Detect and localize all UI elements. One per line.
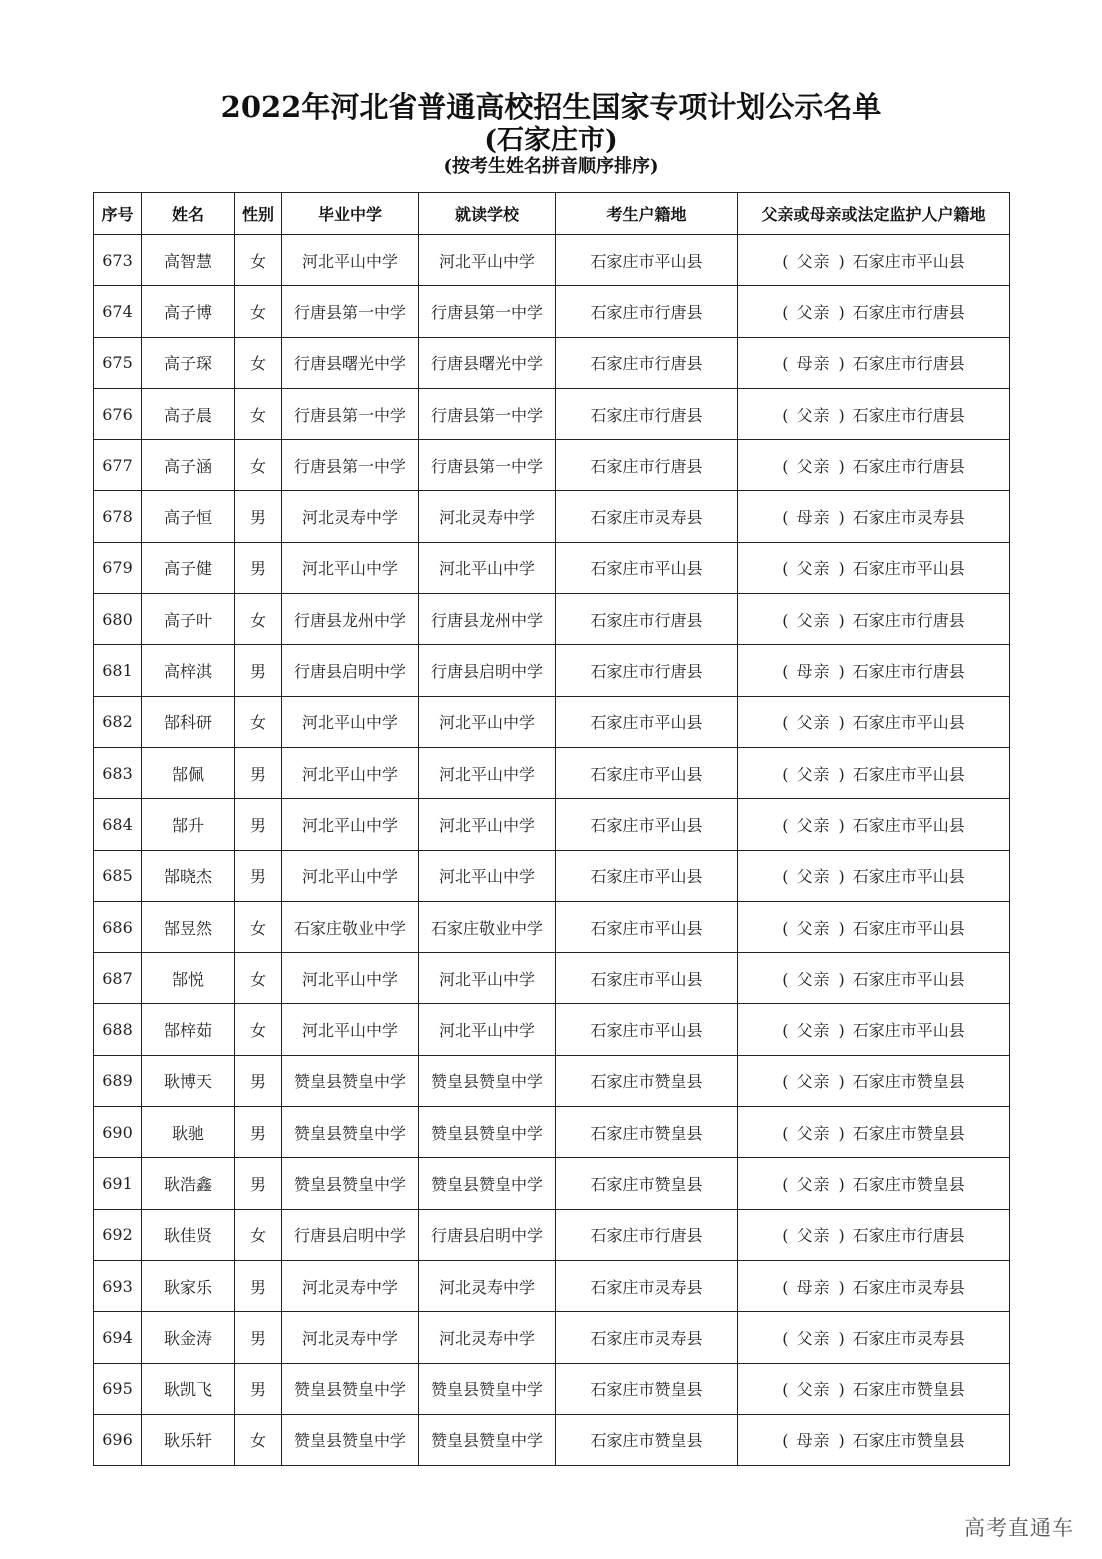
guardian-residence: 石家庄市灵寿县 [852, 1277, 965, 1297]
guardian-residence-cell: ( 父亲 ) 石家庄市平山县 [738, 542, 1010, 593]
residence-cell: 石家庄市行唐县 [556, 645, 738, 696]
table-row [94, 799, 1010, 850]
guardian-residence-cell: ( 父亲 ) 石家庄市平山县 [738, 1004, 1010, 1055]
grad-school-cell: 行唐县第一中学 [282, 440, 419, 491]
table-row [94, 1363, 1010, 1414]
gender-cell: 女 [235, 1209, 282, 1260]
guardian-residence: 石家庄市平山县 [852, 969, 965, 989]
table-row [94, 1414, 1010, 1465]
residence-cell: 石家庄市赞皇县 [556, 1107, 738, 1158]
guardian-residence: 石家庄市行唐县 [852, 302, 965, 322]
gender-cell: 男 [235, 1312, 282, 1363]
gender-cell: 女 [235, 696, 282, 747]
residence-cell: 石家庄市平山县 [556, 901, 738, 952]
current-school-cell: 赞皇县赞皇中学 [419, 1158, 556, 1209]
current-school-cell: 河北灵寿中学 [419, 1312, 556, 1363]
guardian-residence: 石家庄市平山县 [852, 251, 965, 271]
current-school-cell: 赞皇县赞皇中学 [419, 1414, 556, 1465]
column-header-residence: 考生户籍地 [556, 193, 738, 235]
gender-cell: 男 [235, 645, 282, 696]
table-row [94, 235, 1010, 286]
student-name-cell: 高子恒 [142, 491, 235, 542]
gender-cell: 女 [235, 286, 282, 337]
grad-school-cell: 河北灵寿中学 [282, 1260, 419, 1311]
guardian-residence-cell: ( 父亲 ) 石家庄市灵寿县 [738, 1312, 1010, 1363]
gender-cell: 女 [235, 901, 282, 952]
row-number-cell: 693 [94, 1260, 142, 1311]
city-subtitle: (石家庄市) [484, 125, 618, 156]
residence-cell: 石家庄市行唐县 [556, 1209, 738, 1260]
table-row [94, 850, 1010, 901]
row-number-cell: 688 [94, 1004, 142, 1055]
current-school-cell: 石家庄敬业中学 [419, 901, 556, 952]
guardian-residence-cell: ( 母亲 ) 石家庄市灵寿县 [738, 1260, 1010, 1311]
guardian-residence: 石家庄市行唐县 [852, 610, 965, 630]
student-name-cell: 高智慧 [142, 235, 235, 286]
student-name-cell: 郜梓茹 [142, 1004, 235, 1055]
residence-cell: 石家庄市平山县 [556, 747, 738, 798]
table-row [94, 337, 1010, 388]
current-school-cell: 河北平山中学 [419, 542, 556, 593]
current-school-cell: 行唐县启明中学 [419, 1209, 556, 1260]
row-number-cell: 681 [94, 645, 142, 696]
grad-school-cell: 行唐县第一中学 [282, 388, 419, 439]
gender-cell: 男 [235, 542, 282, 593]
guardian-relation: 父亲 [796, 918, 831, 938]
student-name-cell: 高子涵 [142, 440, 235, 491]
grad-school-cell: 行唐县曙光中学 [282, 337, 419, 388]
row-number-cell: 683 [94, 747, 142, 798]
guardian-relation: 父亲 [796, 456, 831, 476]
column-header-name: 姓名 [142, 193, 235, 235]
guardian-residence-cell: ( 母亲 ) 石家庄市灵寿县 [738, 491, 1010, 542]
student-name-cell: 郜悦 [142, 953, 235, 1004]
guardian-relation: 父亲 [796, 1328, 831, 1348]
guardian-relation: 父亲 [796, 1123, 831, 1143]
table-row [94, 286, 1010, 337]
gender-cell: 女 [235, 388, 282, 439]
row-number-cell: 686 [94, 901, 142, 952]
grad-school-cell: 河北平山中学 [282, 799, 419, 850]
student-name-cell: 高子琛 [142, 337, 235, 388]
guardian-relation: 父亲 [796, 1072, 831, 1092]
guardian-residence-cell: ( 母亲 ) 石家庄市行唐县 [738, 337, 1010, 388]
guardian-residence-cell: ( 父亲 ) 石家庄市行唐县 [738, 1209, 1010, 1260]
residence-cell: 石家庄市灵寿县 [556, 1260, 738, 1311]
row-number-cell: 692 [94, 1209, 142, 1260]
table-row [94, 1107, 1010, 1158]
residence-cell: 石家庄市行唐县 [556, 337, 738, 388]
sort-note: (按考生姓名拼音顺序排序) [443, 156, 659, 177]
row-number-cell: 674 [94, 286, 142, 337]
gender-cell: 男 [235, 1158, 282, 1209]
table-row [94, 1004, 1010, 1055]
table-row [94, 1260, 1010, 1311]
guardian-relation: 父亲 [796, 815, 831, 835]
residence-cell: 石家庄市行唐县 [556, 440, 738, 491]
table-row [94, 491, 1010, 542]
guardian-residence-cell: ( 父亲 ) 石家庄市平山县 [738, 235, 1010, 286]
guardian-relation: 母亲 [796, 508, 831, 528]
guardian-residence: 石家庄市赞皇县 [852, 1174, 965, 1194]
guardian-relation: 父亲 [796, 969, 831, 989]
student-name-cell: 郜科研 [142, 696, 235, 747]
grad-school-cell: 行唐县第一中学 [282, 286, 419, 337]
student-name-cell: 高子叶 [142, 594, 235, 645]
guardian-residence-cell: ( 父亲 ) 石家庄市赞皇县 [738, 1158, 1010, 1209]
column-header-guardian-residence: 父亲或母亲或法定监护人户籍地 [738, 193, 1010, 235]
grad-school-cell: 河北平山中学 [282, 235, 419, 286]
grad-school-cell: 赞皇县赞皇中学 [282, 1158, 419, 1209]
column-header-gender: 性别 [235, 193, 282, 235]
grad-school-cell: 河北灵寿中学 [282, 491, 419, 542]
watermark: 高考直通车 [964, 1516, 1074, 1540]
grad-school-cell: 石家庄敬业中学 [282, 901, 419, 952]
guardian-relation: 母亲 [796, 662, 831, 682]
grad-school-cell: 河北灵寿中学 [282, 1312, 419, 1363]
gender-cell: 男 [235, 1260, 282, 1311]
grad-school-cell: 赞皇县赞皇中学 [282, 1107, 419, 1158]
row-number-cell: 691 [94, 1158, 142, 1209]
current-school-cell: 河北平山中学 [419, 747, 556, 798]
current-school-cell: 行唐县龙州中学 [419, 594, 556, 645]
row-number-cell: 677 [94, 440, 142, 491]
guardian-residence: 石家庄市平山县 [852, 764, 965, 784]
guardian-relation: 父亲 [796, 764, 831, 784]
grad-school-cell: 行唐县启明中学 [282, 1209, 419, 1260]
guardian-residence-cell: ( 父亲 ) 石家庄市平山县 [738, 696, 1010, 747]
student-name-cell: 耿金涛 [142, 1312, 235, 1363]
current-school-cell: 河北平山中学 [419, 850, 556, 901]
student-name-cell: 高子健 [142, 542, 235, 593]
row-number-cell: 687 [94, 953, 142, 1004]
residence-cell: 石家庄市平山县 [556, 850, 738, 901]
student-name-cell: 耿乐轩 [142, 1414, 235, 1465]
gender-cell: 男 [235, 1055, 282, 1106]
row-number-cell: 696 [94, 1414, 142, 1465]
guardian-residence-cell: ( 父亲 ) 石家庄市行唐县 [738, 440, 1010, 491]
student-name-cell: 耿驰 [142, 1107, 235, 1158]
row-number-cell: 675 [94, 337, 142, 388]
guardian-relation: 父亲 [796, 302, 831, 322]
student-name-cell: 郜佩 [142, 747, 235, 798]
current-school-cell: 行唐县第一中学 [419, 286, 556, 337]
student-name-cell: 郜晓杰 [142, 850, 235, 901]
current-school-cell: 河北平山中学 [419, 696, 556, 747]
guardian-relation: 母亲 [796, 354, 831, 374]
guardian-relation: 父亲 [796, 610, 831, 630]
row-number-cell: 689 [94, 1055, 142, 1106]
student-name-cell: 耿博天 [142, 1055, 235, 1106]
grad-school-cell: 河北平山中学 [282, 747, 419, 798]
table-row [94, 901, 1010, 952]
grad-school-cell: 赞皇县赞皇中学 [282, 1055, 419, 1106]
row-number-cell: 680 [94, 594, 142, 645]
grad-school-cell: 河北平山中学 [282, 953, 419, 1004]
guardian-residence-cell: ( 父亲 ) 石家庄市赞皇县 [738, 1107, 1010, 1158]
row-number-cell: 676 [94, 388, 142, 439]
guardian-residence-cell: ( 父亲 ) 石家庄市平山县 [738, 901, 1010, 952]
guardian-residence: 石家庄市赞皇县 [852, 1072, 965, 1092]
current-school-cell: 赞皇县赞皇中学 [419, 1055, 556, 1106]
residence-cell: 石家庄市行唐县 [556, 286, 738, 337]
residence-cell: 石家庄市赞皇县 [556, 1055, 738, 1106]
guardian-relation: 母亲 [796, 1277, 831, 1297]
current-school-cell: 行唐县启明中学 [419, 645, 556, 696]
residence-cell: 石家庄市平山县 [556, 1004, 738, 1055]
table-row [94, 645, 1010, 696]
guardian-residence: 石家庄市平山县 [852, 713, 965, 733]
guardian-residence: 石家庄市赞皇县 [852, 1431, 965, 1451]
guardian-residence-cell: ( 父亲 ) 石家庄市赞皇县 [738, 1055, 1010, 1106]
residence-cell: 石家庄市赞皇县 [556, 1363, 738, 1414]
gender-cell: 女 [235, 594, 282, 645]
gender-cell: 女 [235, 1004, 282, 1055]
page-title: 2022年河北省普通高校招生国家专项计划公示名单 [220, 90, 882, 124]
guardian-residence: 石家庄市平山县 [852, 918, 965, 938]
guardian-residence-cell: ( 父亲 ) 石家庄市行唐县 [738, 388, 1010, 439]
gender-cell: 女 [235, 953, 282, 1004]
current-school-cell: 行唐县曙光中学 [419, 337, 556, 388]
grad-school-cell: 河北平山中学 [282, 1004, 419, 1055]
guardian-residence: 石家庄市赞皇县 [852, 1123, 965, 1143]
student-name-cell: 高梓淇 [142, 645, 235, 696]
row-number-cell: 682 [94, 696, 142, 747]
table-row [94, 1158, 1010, 1209]
guardian-relation: 父亲 [796, 1226, 831, 1246]
guardian-residence-cell: ( 父亲 ) 石家庄市平山县 [738, 850, 1010, 901]
student-name-cell: 耿家乐 [142, 1260, 235, 1311]
student-name-cell: 郜昱然 [142, 901, 235, 952]
guardian-residence-cell: ( 父亲 ) 石家庄市平山县 [738, 799, 1010, 850]
guardian-residence-cell: ( 父亲 ) 石家庄市平山县 [738, 953, 1010, 1004]
column-header-current-school: 就读学校 [419, 193, 556, 235]
gender-cell: 男 [235, 491, 282, 542]
table-row [94, 594, 1010, 645]
current-school-cell: 河北灵寿中学 [419, 491, 556, 542]
row-number-cell: 695 [94, 1363, 142, 1414]
row-number-cell: 679 [94, 542, 142, 593]
table-row [94, 388, 1010, 439]
residence-cell: 石家庄市行唐县 [556, 594, 738, 645]
row-number-cell: 678 [94, 491, 142, 542]
row-number-cell: 684 [94, 799, 142, 850]
guardian-relation: 父亲 [796, 405, 831, 425]
student-name-cell: 郜升 [142, 799, 235, 850]
roster-table [93, 192, 1010, 1466]
row-number-cell: 685 [94, 850, 142, 901]
student-name-cell: 高子晨 [142, 388, 235, 439]
table-header-row [94, 193, 1010, 235]
current-school-cell: 河北平山中学 [419, 953, 556, 1004]
grad-school-cell: 赞皇县赞皇中学 [282, 1414, 419, 1465]
residence-cell: 石家庄市平山县 [556, 542, 738, 593]
guardian-residence: 石家庄市行唐县 [852, 456, 965, 476]
table-row [94, 440, 1010, 491]
residence-cell: 石家庄市灵寿县 [556, 1312, 738, 1363]
guardian-relation: 父亲 [796, 867, 831, 887]
current-school-cell: 河北平山中学 [419, 799, 556, 850]
residence-cell: 石家庄市行唐县 [556, 388, 738, 439]
guardian-residence-cell: ( 父亲 ) 石家庄市平山县 [738, 747, 1010, 798]
guardian-relation: 父亲 [796, 251, 831, 271]
gender-cell: 女 [235, 337, 282, 388]
grad-school-cell: 行唐县龙州中学 [282, 594, 419, 645]
residence-cell: 石家庄市赞皇县 [556, 1414, 738, 1465]
guardian-residence: 石家庄市灵寿县 [852, 508, 965, 528]
gender-cell: 男 [235, 850, 282, 901]
guardian-residence: 石家庄市行唐县 [852, 1226, 965, 1246]
gender-cell: 女 [235, 235, 282, 286]
residence-cell: 石家庄市平山县 [556, 799, 738, 850]
current-school-cell: 河北平山中学 [419, 1004, 556, 1055]
guardian-relation: 父亲 [796, 1380, 831, 1400]
guardian-residence: 石家庄市行唐县 [852, 405, 965, 425]
column-header-grad-school: 毕业中学 [282, 193, 419, 235]
grad-school-cell: 行唐县启明中学 [282, 645, 419, 696]
guardian-residence-cell: ( 父亲 ) 石家庄市行唐县 [738, 594, 1010, 645]
residence-cell: 石家庄市赞皇县 [556, 1158, 738, 1209]
gender-cell: 男 [235, 799, 282, 850]
residence-cell: 石家庄市平山县 [556, 953, 738, 1004]
gender-cell: 男 [235, 1107, 282, 1158]
current-school-cell: 行唐县第一中学 [419, 388, 556, 439]
student-name-cell: 高子博 [142, 286, 235, 337]
table-row [94, 1209, 1010, 1260]
column-header-no: 序号 [94, 193, 142, 235]
guardian-residence-cell: ( 父亲 ) 石家庄市行唐县 [738, 286, 1010, 337]
guardian-relation: 父亲 [796, 1174, 831, 1194]
guardian-relation: 父亲 [796, 713, 831, 733]
guardian-relation: 父亲 [796, 1021, 831, 1041]
gender-cell: 男 [235, 1363, 282, 1414]
residence-cell: 石家庄市灵寿县 [556, 491, 738, 542]
guardian-relation: 父亲 [796, 559, 831, 579]
grad-school-cell: 河北平山中学 [282, 696, 419, 747]
gender-cell: 女 [235, 1414, 282, 1465]
residence-cell: 石家庄市平山县 [556, 696, 738, 747]
row-number-cell: 673 [94, 235, 142, 286]
gender-cell: 男 [235, 747, 282, 798]
row-number-cell: 694 [94, 1312, 142, 1363]
row-number-cell: 690 [94, 1107, 142, 1158]
current-school-cell: 赞皇县赞皇中学 [419, 1107, 556, 1158]
current-school-cell: 赞皇县赞皇中学 [419, 1363, 556, 1414]
student-name-cell: 耿凯飞 [142, 1363, 235, 1414]
guardian-residence: 石家庄市行唐县 [852, 354, 965, 374]
guardian-residence-cell: ( 母亲 ) 石家庄市赞皇县 [738, 1414, 1010, 1465]
grad-school-cell: 河北平山中学 [282, 850, 419, 901]
gender-cell: 女 [235, 440, 282, 491]
student-name-cell: 耿浩鑫 [142, 1158, 235, 1209]
guardian-residence: 石家庄市平山县 [852, 559, 965, 579]
table-row [94, 1055, 1010, 1106]
current-school-cell: 河北灵寿中学 [419, 1260, 556, 1311]
current-school-cell: 行唐县第一中学 [419, 440, 556, 491]
current-school-cell: 河北平山中学 [419, 235, 556, 286]
roster-body [94, 235, 1010, 1466]
guardian-relation: 母亲 [796, 1431, 831, 1451]
guardian-residence: 石家庄市赞皇县 [852, 1380, 965, 1400]
guardian-residence: 石家庄市灵寿县 [852, 1328, 965, 1348]
guardian-residence-cell: ( 父亲 ) 石家庄市赞皇县 [738, 1363, 1010, 1414]
guardian-residence: 石家庄市平山县 [852, 867, 965, 887]
grad-school-cell: 河北平山中学 [282, 542, 419, 593]
residence-cell: 石家庄市平山县 [556, 235, 738, 286]
table-row [94, 1312, 1010, 1363]
guardian-residence: 石家庄市平山县 [852, 815, 965, 835]
guardian-residence-cell: ( 母亲 ) 石家庄市行唐县 [738, 645, 1010, 696]
grad-school-cell: 赞皇县赞皇中学 [282, 1363, 419, 1414]
table-row [94, 747, 1010, 798]
table-row [94, 696, 1010, 747]
table-row [94, 542, 1010, 593]
table-row [94, 953, 1010, 1004]
guardian-residence: 石家庄市行唐县 [852, 662, 965, 682]
guardian-residence: 石家庄市平山县 [852, 1021, 965, 1041]
student-name-cell: 耿佳贤 [142, 1209, 235, 1260]
